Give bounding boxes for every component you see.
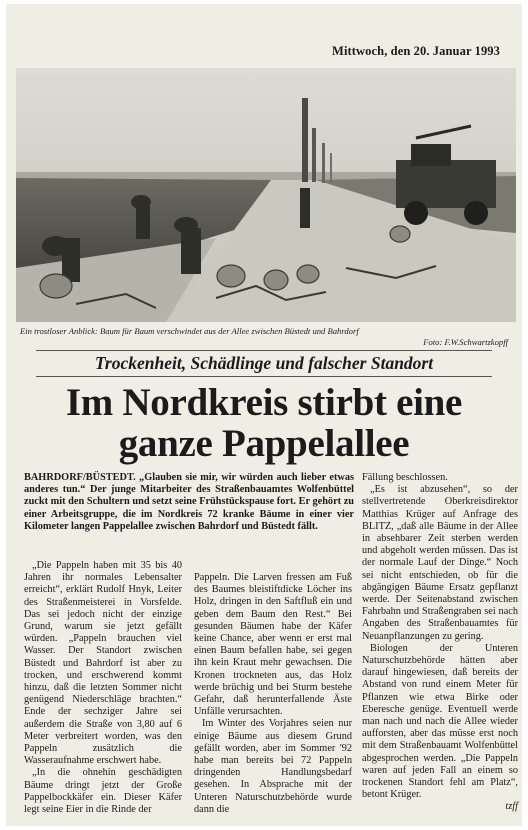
paragraph: Fällung beschlossen. <box>362 472 448 483</box>
photo-credit: Foto: F.W.Schwartzkopff <box>423 337 508 347</box>
photo-caption <box>20 326 510 348</box>
paragraph: „Es ist abzusehen“, so der stellvertretende Oberkreisdirektor Matthias Krüger auf Anfrage des BLITZ, „daß alle Bäume in der Allee in absehbarer Zeit sterben werden und abgeholt werden müssen. Das ist der normale Lauf der Dinge.“ Noch sei nicht entschieden, ob für die abgängigen Bäume Ersatz gepflanzt werde. Der Seitenabstand zwischen Fahrbahn und Straßengraben sei nach Angaben des Straßenbauamtes für Neuanpflanzungen zu gering. <box>362 484 518 642</box>
main-headline: Im Nordkreis stirbt eine ganze Pappelallee <box>65 381 463 465</box>
lead-paragraph: BAHRDORF/BÜSTEDT. „Glauben sie mir, wir würden auch lieber etwas anderes tun.“ Der junge Mitarbeiter des Straßenbauamtes Wolfenbüttel zuckt mit den Schultern und setzt seine Frühstückspause fort. Er gehört zu einer Arbeitsgruppe, die im Nordkreis 72 kranke Bäume in einer vier Kilometer langen Pappelallee zwischen Bahrdorf und Büstedt fällt. <box>24 472 354 532</box>
article-column-1 <box>24 560 182 816</box>
article-column-2 <box>194 572 352 816</box>
paragraph: „Die Pappeln haben mit 35 bis 40 Jahren ihr normales Lebensalter erreicht“, erklärt Rudolf Hnyk, Leiter des Straßenmeisterei in Vorsfelde. Das sei jedoch nicht der einzige Grund, warum sie jetzt gefällt würden. „Pappeln brauchen viel Wasser. Der Standort zwischen Büstedt und Bahrdorf ist aber zu trocken, und erschwerend kommt hinzu, daß die letzten Sommer nicht genügend Niederschläge brachten.“ Ende der sechziger Jahre sei außerdem die Straße von 3,80 auf 6 Meter verbreitert worden, was den Pappeln zusätzlich die Wasseraufnahme erschwert habe. <box>24 560 182 767</box>
dateline: Mittwoch, den 20. Januar 1993 <box>332 44 500 58</box>
kicker-subheadline: Trockenheit, Schädlinge und falscher Standort <box>36 350 492 377</box>
paragraph: Biologen der Unteren Naturschutzbehörde hätten aber darauf hingewiesen, daß bereits der Abstand von rund einem Meter für Pflanzen wie etwa Birke oder Eberesche genüge. Eventuell werde man nach und nach die Allee wieder aufforsten, aber das müsse erst noch mit dem Straßenbauamt Wolfenbüttel abgesprochen werden. „Die Pappeln waren auf jeden Fall an einem so trockenen Standort fehl am Platz“, betont Krüger. <box>362 642 518 801</box>
paragraph: „In die ohnehin geschädigten Bäume dringt jetzt der Große Pappelbockkäfer ein. Dieser Käfer legt seine Eier in die Rinde der <box>24 767 182 816</box>
newspaper-clipping <box>6 4 522 826</box>
author-signature: tzff <box>505 801 518 813</box>
news-photo <box>16 68 516 322</box>
article-body <box>24 472 518 824</box>
photo-illustration <box>16 68 516 322</box>
caption-text: Ein trostloser Anblick: Baum für Baum verschwindet aus der Allee zwischen Büstedt und Bahrdorf <box>20 326 359 336</box>
paragraph: Im Winter des Vorjahres seien nur einige Bäume aus diesem Grund gefällt worden, aber im Sommer '92 habe man bereits bei 72 Pappeln dringenden Handlungsbedarf gesehen. In Absprache mit der Unteren Naturschutzbehörde wurde dann die <box>194 718 352 815</box>
article-column-3 <box>362 472 518 814</box>
paragraph: Pappeln. Die Larven fressen am Fuß des Baumes bleistiftdicke Löcher ins Holz, dringen in den Saftfluß ein und geben dem Baum den Rest.“ Bei gesunden Bäumen habe der Käfer keine Chance, aber wenn er erst mal einen Baum befallen habe, sei gegen ihn kein Kraut mehr gewachsen. Die Kronen trockneten aus, das Holz werde brüchig und bei Sturm bestehe Gefahr, daß herunterfallende Äste Unfälle verursachten. <box>194 572 352 718</box>
